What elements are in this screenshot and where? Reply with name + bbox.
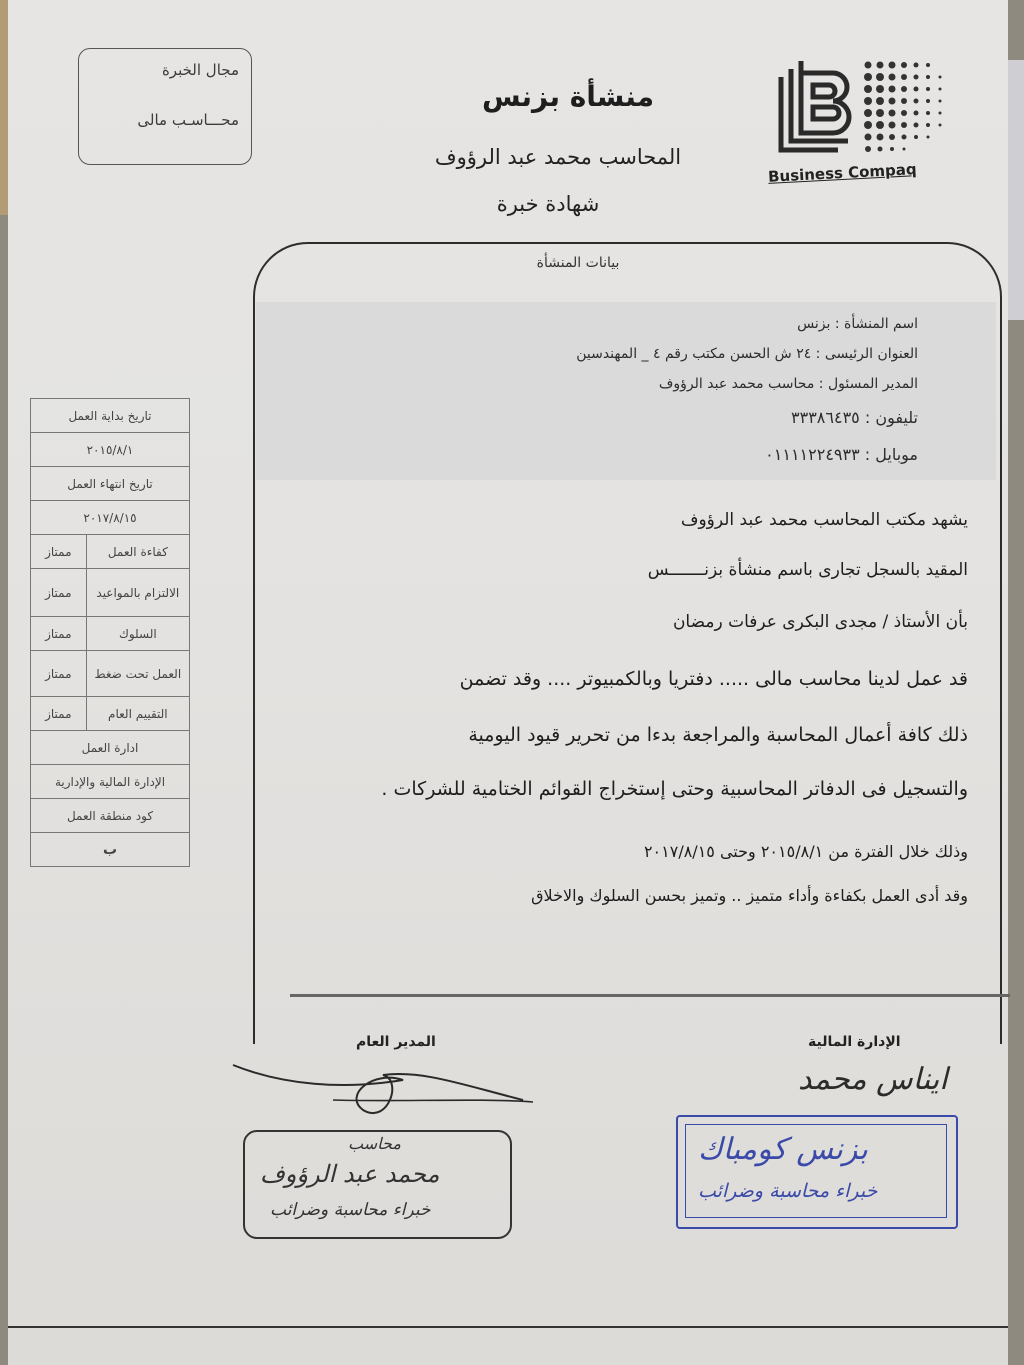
company-logo-text: Business Compaq [767, 160, 918, 186]
facility-mobile: موبايل : ٠١١١١٢٢٤٩٣٣ [765, 445, 918, 464]
stamp-right-line-1: بزنس كومباك [698, 1132, 868, 1167]
work-department-label: ادارة العمل [31, 731, 190, 765]
stamp-left-line-1: محاسب [348, 1134, 401, 1153]
rating-grade: ممتاز [31, 569, 87, 617]
rating-grade: ممتاز [31, 617, 87, 651]
end-date-label: تاريخ انتهاء العمل [31, 467, 190, 501]
body-line-8: وقد أدى العمل بكفاءة وأداء متميز .. وتميز بحسن السلوك والاخلاق [531, 886, 968, 905]
certificate-title: شهادة خبرة [496, 192, 600, 216]
rating-criterion: التقييم العام [86, 697, 189, 731]
rating-grade: ممتاز [31, 535, 87, 569]
document-page [8, 0, 1008, 1365]
facility-name: اسم المنشأة : بزنس [797, 316, 918, 332]
rating-criterion: كفاءة العمل [86, 535, 189, 569]
stamp-left-line-3: خبراء محاسبة وضرائب [270, 1200, 431, 1220]
end-date-value: ٢٠١٧/٨/١٥ [31, 501, 190, 535]
body-line-2: المقيد بالسجل تجارى باسم منشأة بزنـــــــس [647, 560, 968, 580]
financial-signature: ايناس محمد [798, 1062, 948, 1097]
facility-manager: المدير المسئول : محاسب محمد عبد الرؤوف [658, 376, 918, 392]
stamp-right-line-2: خبراء محاسبة وضرائب [698, 1180, 878, 1202]
rating-criterion: العمل تحت ضغط [86, 651, 189, 697]
signature-separator [290, 994, 1010, 997]
rating-grade: ممتاز [31, 651, 87, 697]
stamp-left-line-2: محمد عبد الرؤوف [260, 1160, 440, 1188]
evaluation-table [30, 398, 190, 867]
body-line-3: بأن الأستاذ / مجدى البكرى عرفات رمضان [672, 612, 968, 632]
financial-department-label: الإدارة المالية [808, 1034, 901, 1050]
start-date-label: تاريخ بداية العمل [31, 399, 190, 433]
facility-address: العنوان الرئيسى : ٢٤ ش الحسن مكتب رقم ٤ _ المهندسين [576, 346, 918, 362]
page-bottom-line [8, 1326, 1008, 1328]
body-line-4: قد عمل لدينا محاسب مالى ..... دفتريا وبالكمبيوتر .... وقد تضمن [459, 668, 968, 690]
body-line-6: والتسجيل فى الدفاتر المحاسبية وحتى إستخراج القوائم الختامية للشركات . [381, 778, 968, 800]
body-line-5: ذلك كافة أعمال المحاسبة والمراجعة بدءا من تحرير قيود اليومية [468, 724, 968, 746]
work-zone-label: كود منطقة العمل [31, 799, 190, 833]
document-title: منشأة بزنس [481, 80, 655, 113]
facility-phone: تليفون : ٣٣٣٨٦٤٣٥ [791, 408, 918, 427]
rating-criterion: السلوك [86, 617, 189, 651]
start-date-value: ٢٠١٥/٨/١ [31, 433, 190, 467]
experience-box [78, 48, 252, 165]
accountant-name: المحاسب محمد عبد الرؤوف [434, 145, 682, 169]
general-manager-signature [223, 1040, 543, 1130]
work-zone-value: ب [31, 833, 190, 867]
general-manager-label: المدير العام [356, 1034, 436, 1050]
rating-grade: ممتاز [31, 697, 87, 731]
facility-section-title: بيانات المنشأة [536, 255, 620, 271]
work-department-value: الإدارة المالية والإدارية [31, 765, 190, 799]
experience-value: محـــاسـب مالى [137, 111, 239, 129]
rating-criterion: الالتزام بالمواعيد [86, 569, 189, 617]
body-line-1: يشهد مكتب المحاسب محمد عبد الرؤوف [680, 510, 968, 530]
body-line-7: وذلك خلال الفترة من ٢٠١٥/٨/١ وحتى ٢٠١٧/٨/١٥ [643, 842, 968, 861]
experience-label: مجال الخبرة [161, 61, 239, 79]
